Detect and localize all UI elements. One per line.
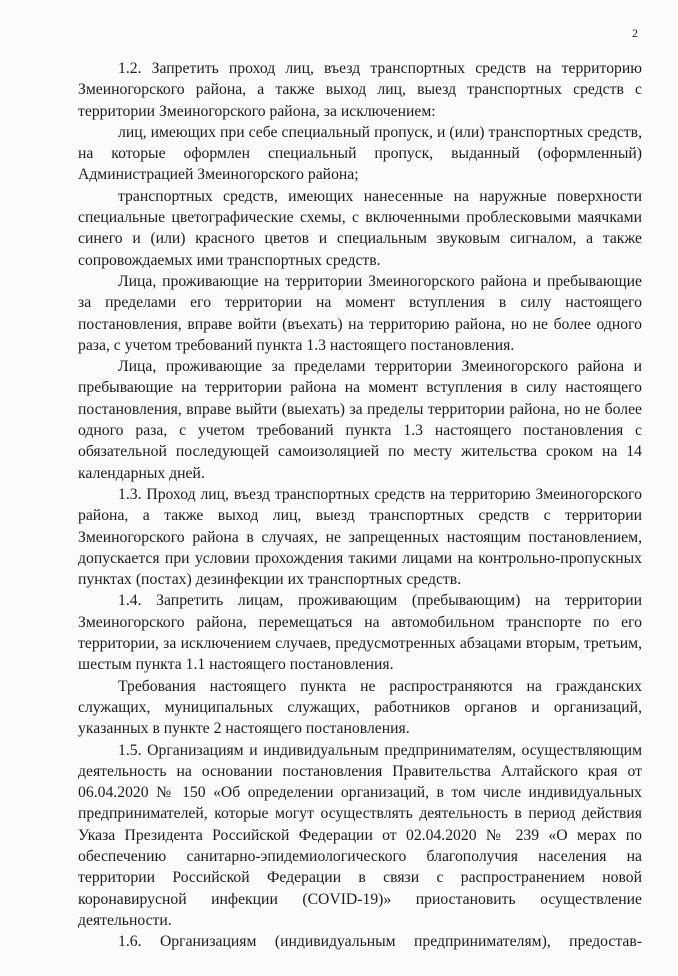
page-number: 2 [632,26,638,40]
paragraph-1-5: 1.5. Организациям и индивидуальным предпринимателям, осуществляющим деятельность на основании постановления Правительства Алтайского края от 06.04.2020 № 150 «Об определении организаций, в том числе индивидуальных предпринимателей, которые могут осуществлять деятельность в период действия Указа Президента Российской Федерации от 02.04.2020 № 239 «О мерах по обеспечению санитарно-эпидемиологического благополучия населения на территории Российской Федерации в связи с распространением новой коронавирусной инфекции (COVID-19)» приостановить осуществление деятельности. [78,741,642,929]
paragraph-exception-pass: лиц, имеющих при себе специальный пропуск, и (или) транспортных средств, на которые оформлен специальный пропуск, выданный (оформленный) Администрацией Змеиногорского района; [78,123,642,184]
paragraph-nonresidents-exit: Лица, проживающие за пределами территории Змеиногорского района и пребывающие на территории района на момент вступления в силу настоящего постановления, вправе выйти (выехать) за пределы территории района, но не более одного раза, с учетом требований пункта 1.3 настоящего постановления с обязательной последующей самоизоляцией по месту жительства сроком на 14 календарных дней. [78,358,642,482]
paragraph-exception-vehicles: транспортных средств, имеющих нанесенные на наружные поверхности специальные цветографические схемы, с включенными проблесковыми маячками синего и (или) красного цветов и специальным звуковым сигналом, а также сопровождаемых ими транспортных средств. [78,187,642,269]
paragraph-residents-entry: Лица, проживающие на территории Змеиногорского района и пребывающие за пределами его территории на момент вступления в силу настоящего постановления, вправе войти (въехать) на территорию района, но не более одного раза, с учетом требований пункта 1.3 настоящего постановления. [78,272,642,354]
paragraph-1-2: 1.2. Запретить проход лиц, въезд транспортных средств на территорию Змеиногорского района, а также выход лиц, выезд транспортных средств с территории Змеиногорского района, за исключением: [78,60,642,120]
paragraph-1-3: 1.3. Проход лиц, въезд транспортных средств на территорию Змеиногорского района, а также выход лиц, выезд транспортных средств с территории Змеиногорского района в случаях, не запрещенных настоящим постановлением, допускается при условии прохождения такими лицами на контрольно-пропускных пунктах (постах) дезинфекции их транспортных средств. [78,485,642,589]
paragraph-1-6: 1.6. Организациям (индивидуальным предпринимателям), предостав- [118,933,642,951]
paragraph-1-4: 1.4. Запретить лицам, проживающим (пребывающим) на территории Змеиногорского района, перемещаться на автомобильном транспорте по его территории, за исключением случаев, предусмотренных абзацами вторым, третьим, шестым пункта 1.1 настоящего постановления. [78,592,642,674]
paragraph-1-4-exemption: Требования настоящего пункта не распространяются на гражданских служащих, муниципальных служащих, работников органов и организаций, указанных в пункте 2 настоящего постановления. [78,677,642,738]
